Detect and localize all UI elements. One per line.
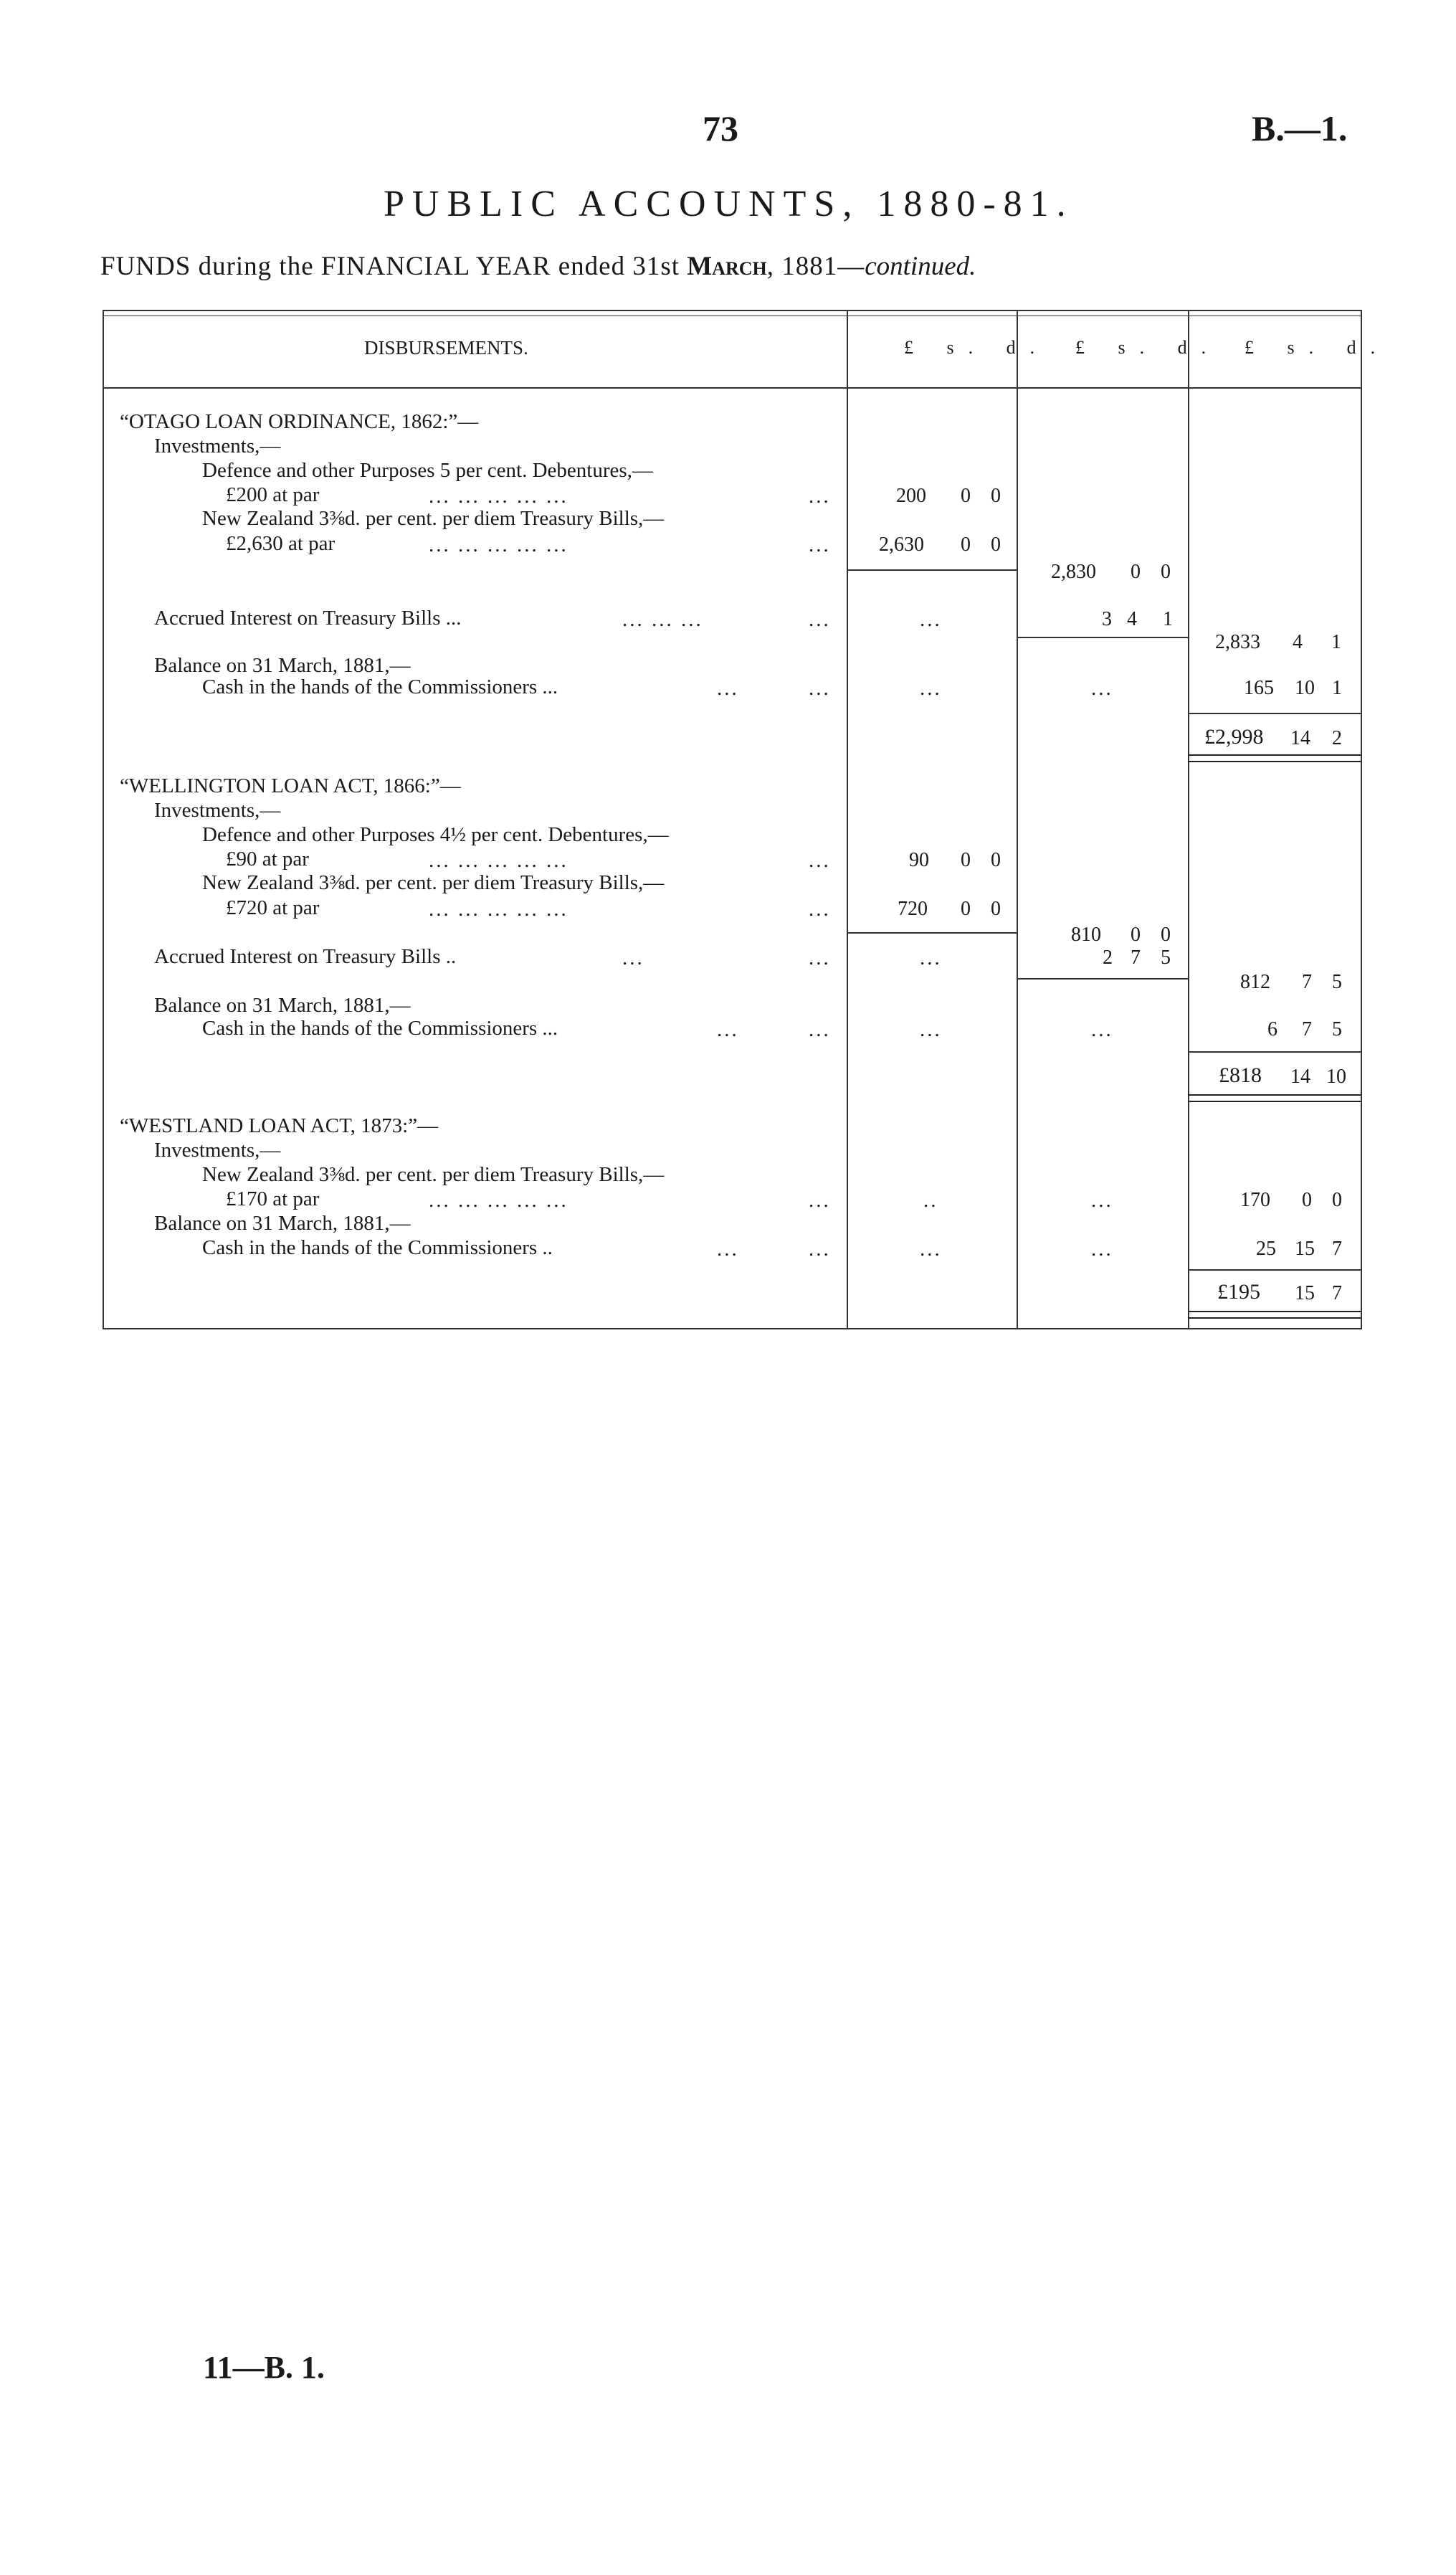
table-right-border: [1361, 310, 1362, 1329]
amount-shillings: 0: [961, 485, 971, 507]
page-subtitle: [100, 251, 976, 282]
amount-pounds: 170: [1240, 1189, 1270, 1211]
empty-cell-dots: ...: [1091, 1018, 1113, 1041]
amount-pence: 0: [991, 898, 1001, 920]
amount-pounds: 720: [898, 898, 928, 920]
line-balance: Balance on 31 March, 1881,—: [154, 654, 411, 677]
line-investments: Investments,—: [154, 435, 281, 457]
empty-cell-dots: ...: [1091, 677, 1113, 700]
grand-total-pence: 10: [1326, 1066, 1346, 1088]
double-rule: [1188, 754, 1361, 762]
amount-shillings: 4: [1127, 608, 1137, 630]
amount-pounds: 165: [1244, 677, 1274, 699]
amount-pounds: 90: [909, 849, 929, 871]
amount-shillings: 0: [961, 534, 971, 556]
amount-shillings: 7: [1302, 1018, 1312, 1040]
leader-dots: ... ... ... ... ...: [429, 898, 568, 921]
table-top-border: [103, 310, 1362, 311]
amount-pence: 0: [991, 534, 1001, 556]
amount-pounds: 2,630: [879, 534, 924, 556]
empty-cell-dots: ...: [1091, 1189, 1113, 1212]
amount-shillings: 7: [1302, 971, 1312, 993]
leader-dots: ...: [809, 1018, 831, 1041]
amount-pence: 0: [991, 485, 1001, 507]
document-reference: B.—1.: [1252, 108, 1348, 148]
line-item1-desc: New Zealand 3⅜d. per cent. per diem Treasury Bills,—: [202, 1163, 665, 1186]
line-item1-par: £170 at par: [226, 1187, 320, 1210]
amount-pence: 0: [1161, 561, 1171, 583]
line-item1-desc: Defence and other Purposes 5 per cent. Debentures,—: [202, 459, 653, 482]
subtitle-year: , 1881—: [766, 252, 865, 281]
line-item1-par: £90 at par: [226, 848, 309, 871]
double-rule: [1188, 1311, 1361, 1319]
amount-pounds: 810: [1071, 924, 1101, 946]
subtitle-suffix: continued.: [865, 252, 976, 281]
footer-reference: 11—B. 1.: [203, 2350, 325, 2385]
line-balance: Balance on 31 March, 1881,—: [154, 1212, 411, 1235]
subtotal-rule: [1017, 637, 1188, 638]
line-accrued: Accrued Interest on Treasury Bills ...: [154, 607, 462, 630]
subtitle-month: March: [687, 252, 767, 281]
grand-total-pounds: £2,998: [1204, 725, 1264, 749]
amount-pounds: 2,830: [1051, 561, 1096, 583]
amount-pence: 5: [1161, 947, 1171, 969]
amount-pounds: 2: [1103, 947, 1113, 969]
column-separator-2: [1017, 310, 1018, 1329]
amount-pounds: 25: [1256, 1238, 1276, 1260]
grand-total-shillings: 15: [1295, 1282, 1315, 1304]
amount-pounds: 200: [896, 485, 926, 507]
amount-pounds: 3: [1102, 608, 1112, 630]
line-item1-desc: Defence and other Purposes 4½ per cent. Debentures,—: [202, 823, 669, 846]
leader-dots: ...: [809, 1189, 831, 1212]
grand-total-pounds: £195: [1217, 1280, 1260, 1304]
page-title: PUBLIC ACCOUNTS, 1880-81.: [384, 184, 1074, 224]
line-accrued: Accrued Interest on Treasury Bills ..: [154, 945, 457, 968]
amount-pence: 1: [1331, 631, 1341, 653]
leader-dots: ... ... ... ... ...: [429, 534, 568, 556]
empty-cell-dots: ...: [920, 947, 942, 969]
leader-dots: ...: [809, 677, 831, 700]
line-item2-par: £2,630 at par: [226, 532, 336, 555]
header-bottom-border: [103, 387, 1362, 389]
amount-pounds: 2,833: [1215, 631, 1260, 653]
leader-dots: ...: [809, 608, 831, 631]
table-bottom-border: [103, 1328, 1362, 1329]
amount-pounds: 812: [1240, 971, 1270, 993]
leader-dots: ...: [809, 898, 831, 921]
total-rule: [1188, 1269, 1361, 1271]
column-separator-1: [847, 310, 848, 1329]
amount-shillings: 0: [1302, 1189, 1312, 1211]
section-heading: “WESTLAND LOAN ACT, 1873:”—: [120, 1114, 439, 1137]
section-heading: “WELLINGTON LOAN ACT, 1866:”—: [120, 774, 461, 797]
empty-cell-dots: ...: [920, 677, 942, 700]
subtitle-prefix: FUNDS during the FINANCIAL YEAR ended 31st: [100, 252, 687, 281]
amount-shillings: 0: [961, 898, 971, 920]
total-rule: [1188, 713, 1361, 714]
leader-dots: ...: [717, 1238, 739, 1261]
amount-pence: 7: [1332, 1238, 1342, 1260]
double-rule: [1188, 1094, 1361, 1102]
column-separator-3: [1188, 310, 1189, 1329]
amount-pence: 0: [991, 849, 1001, 871]
subtotal-rule: [1017, 978, 1188, 980]
leader-dots: ...: [809, 849, 831, 872]
line-item2-par: £720 at par: [226, 896, 320, 919]
line-item2-desc: New Zealand 3⅜d. per cent. per diem Treasury Bills,—: [202, 871, 665, 894]
amount-pence: 0: [1161, 924, 1171, 946]
amount-pence: 5: [1332, 1018, 1342, 1040]
column-header-col2: £ s. d.: [1075, 337, 1221, 358]
grand-total-pence: 2: [1332, 727, 1342, 749]
grand-total-pounds: £818: [1219, 1063, 1262, 1087]
amount-shillings: 10: [1295, 677, 1315, 699]
leader-dots: ...: [809, 947, 831, 969]
grand-total-pence: 7: [1332, 1282, 1342, 1304]
amount-shillings: 0: [1131, 561, 1141, 583]
leader-dots: ...: [622, 947, 644, 969]
amount-shillings: 7: [1131, 947, 1141, 969]
leader-dots: ... ... ... ... ...: [429, 849, 568, 872]
leader-dots: ...: [809, 534, 831, 556]
line-cash: Cash in the hands of the Commissioners ..: [202, 1236, 553, 1259]
line-cash: Cash in the hands of the Commissioners ...: [202, 675, 558, 698]
leader-dots: ... ... ... ... ...: [429, 485, 568, 508]
column-header-col1: £ s. d.: [904, 337, 1050, 358]
amount-pence: 0: [1332, 1189, 1342, 1211]
subtotal-rule: [847, 932, 1017, 934]
amount-shillings: 0: [1131, 924, 1141, 946]
line-balance: Balance on 31 March, 1881,—: [154, 994, 411, 1017]
grand-total-shillings: 14: [1290, 1066, 1310, 1088]
leader-dots: ...: [809, 485, 831, 508]
amount-shillings: 4: [1293, 631, 1303, 653]
leader-dots: ...: [717, 1018, 739, 1041]
leader-dots: ... ... ...: [622, 608, 703, 631]
grand-total-shillings: 14: [1290, 727, 1310, 749]
leader-dots: ...: [809, 1238, 831, 1261]
amount-pence: 5: [1332, 971, 1342, 993]
amount-pence: 1: [1163, 608, 1173, 630]
column-header-disbursements: DISBURSEMENTS.: [364, 337, 528, 359]
empty-cell-dots: ...: [920, 1018, 942, 1041]
table-left-border: [103, 310, 104, 1329]
page-number: 73: [703, 108, 738, 148]
empty-cell-dots: ...: [920, 608, 942, 631]
line-investments: Investments,—: [154, 1139, 281, 1162]
empty-cell-dots: ...: [1091, 1238, 1113, 1261]
amount-pence: 1: [1332, 677, 1342, 699]
empty-cell-dots: ...: [920, 1238, 942, 1261]
subtotal-rule: [847, 569, 1017, 571]
line-cash: Cash in the hands of the Commissioners ...: [202, 1017, 558, 1040]
leader-dots: ... ... ... ... ...: [429, 1189, 568, 1212]
column-header-col3: £ s. d.: [1245, 337, 1390, 358]
total-rule: [1188, 1051, 1361, 1053]
line-item2-desc: New Zealand 3⅜d. per cent. per diem Treasury Bills,—: [202, 507, 665, 530]
leader-dots: ...: [717, 677, 739, 700]
amount-pounds: 6: [1267, 1018, 1277, 1040]
line-item1-par: £200 at par: [226, 483, 320, 506]
line-investments: Investments,—: [154, 799, 281, 822]
amount-shillings: 0: [961, 849, 971, 871]
empty-cell-dots: ..: [923, 1189, 938, 1212]
section-heading: “OTAGO LOAN ORDINANCE, 1862:”—: [120, 410, 479, 433]
amount-shillings: 15: [1295, 1238, 1315, 1260]
